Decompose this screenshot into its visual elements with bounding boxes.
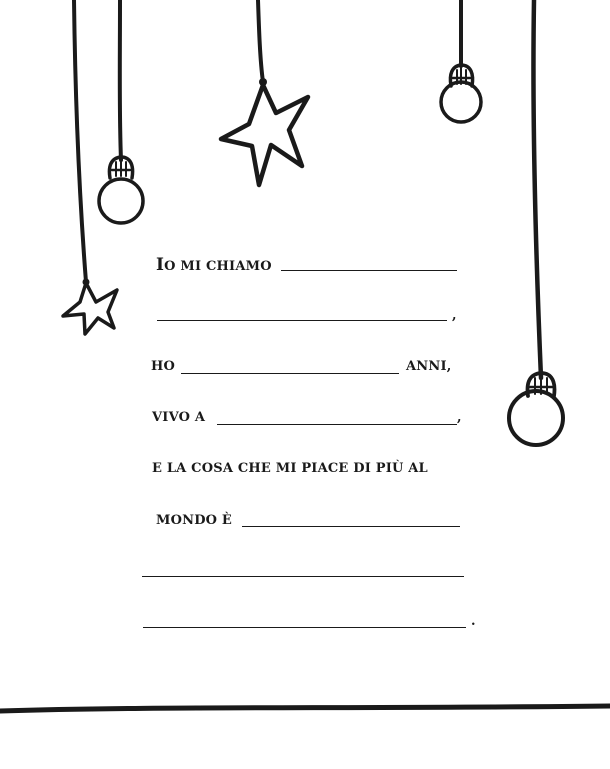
bottom-border [0,706,610,711]
surname-comma: , [452,308,457,323]
age-suffix: ANNI, [406,359,452,374]
favorite-blank-1[interactable] [242,526,460,527]
final-period: . [471,614,476,629]
hanging-star-icon [221,78,308,185]
name-label-initial: I [156,255,165,275]
age-blank[interactable] [181,373,399,374]
favorite-blank-2[interactable] [142,576,464,577]
favorite-label-end: MONDO È [156,513,233,528]
favorite-blank-3[interactable] [143,627,466,628]
city-comma: , [457,410,462,425]
name-blank[interactable] [281,270,457,271]
name-label-rest: O MI CHIAMO [164,259,272,274]
city-blank[interactable] [217,424,457,425]
city-label: VIVO A [152,410,206,425]
hanging-star-icon [63,279,117,335]
hanging-string [258,0,263,82]
hanging-string [533,0,541,378]
hanging-bulb-icon [509,373,563,445]
name-label [156,255,272,275]
hanging-bulb-icon [441,65,481,122]
age-label: HO [151,359,176,374]
hanging-string [74,0,86,282]
favorite-label: E LA COSA CHE MI PIACE DI PIÙ AL [152,461,428,476]
hanging-bulb-icon [99,157,143,223]
hanging-string [120,0,121,160]
surname-blank[interactable] [157,320,447,321]
